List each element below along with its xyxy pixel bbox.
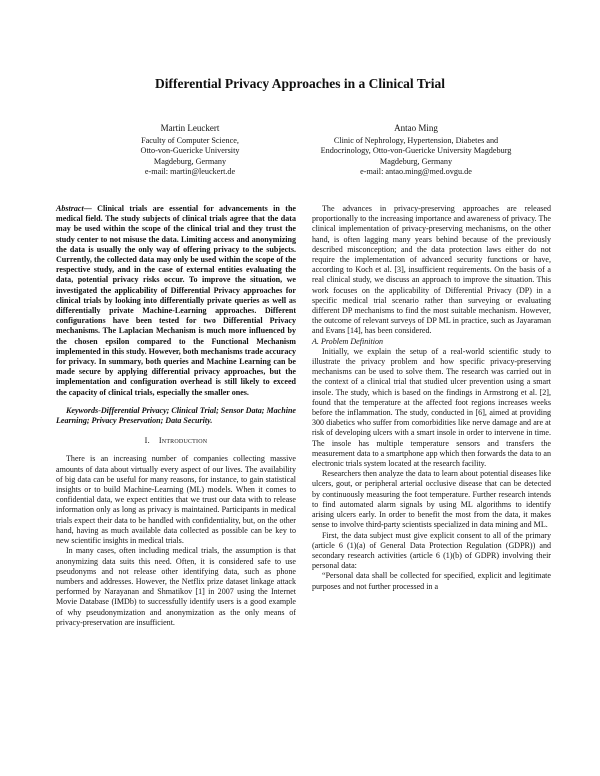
right-column: [312, 204, 551, 592]
paper-title: Differential Privacy Approaches in a Clinical Trial: [155, 76, 445, 91]
paragraph: The advances in privacy-preserving approaches are released proportionally to the increasing importance and awareness of privacy. The clinical implementation of privacy-preserving mechanisms, on the other hand, is often lagging many years behind because of the previously described misconception; and the data protection laws either do not require the implementation of advanced security functions or have, according to Koch et al. [3], insufficient requirements. On the basis of a real clinical study, we discuss an approach to improve the situation. This work focuses on the applicability of Differential Privacy (DP) in a specific medical trial scenario rather than surveying or evaluating different DP mechanisms to find the most suitable mechanism. However, the outcome of relevant surveys of DP ML in practice, such as Jayaraman and Evans [14], has been considered.: [312, 204, 551, 336]
author-affiliation: Endocrinology, Otto-von-Guericke University Magdeburg: [320, 146, 512, 156]
abstract-lead: Abstract—: [56, 204, 92, 213]
paragraph: Initially, we explain the setup of a real-world scientific study to illustrate the privacy problem and how specific privacy-preserving mechanisms can be used to solve them. The research was carried out in the context of a clinical trial that studied ulcer prevention using a smart insole. The study, which is based on the findings in Armstrong et al. [2], found that the temperature at the affected foot regions increases weeks before the inflammation. The study, conducted in [6], aimed at providing 300 diabetics who suffer from comorbidities like nerve damage and are at risk of developing ulcers with a smart insole in order to intervene in time. The insole has multiple temperature sensors and transfers the measurement data to a smartphone app which then forwards the data to an electronic trials system located at the research facility.: [312, 346, 551, 469]
abstract-text: Clinical trials are essential for advancements in the medical field. The study subjects of clinical trials agree that the data may be used within the scope of the clinical trial and they trust the study center to not misuse the data. Limiting access and anonymizing the data is usually the only way of offering privacy to the subjects. Currently, the collected data may only be used within the scope of the respective study, and in the case of external entities evaluating the data, potential privacy risks occur. To improve the situation, we investigated the applicability of Differential Privacy approaches for clinical trials by looking into differentially private queries as well as differentially private Machine-Learning approaches. Different configurations have been tested for two Differential Privacy mechanisms. The Laplacian Mechanism is much more influenced by the chosen epsilon compared to the Functional Mechanism implemented in this study. However, both mechanisms trade accuracy for privacy. In summary, both queries and Machine Learning can be made secure by applying differential privacy approaches, but the implementation and configuration overhead is still likely to exceed the capacity of clinical trials, especially the smaller ones.: [56, 204, 296, 397]
left-column: [56, 204, 296, 628]
keywords: Keywords-Differential Privacy; Clinical Trial; Sensor Data; Machine Learning; Privacy Preservation; Data Security.: [56, 405, 296, 426]
author-affiliation: Magdeburg, Germany: [153, 156, 227, 166]
author-affiliation: Clinic of Nephrology, Hypertension, Diabetes and: [333, 135, 499, 145]
paragraph: First, the data subject must give explicit consent to all of the primary (article 6 (1)(a) of General Data Protection Regulation (GDPR)) and secondary research activities (article 6 (1)(b) of GDPR) involving their personal data:: [312, 530, 551, 571]
author-name: Antao Ming: [394, 123, 438, 133]
paragraph: Researchers then analyze the data to learn about potential diseases like ulcers, gout, or peripheral arterial occlusive disease that can be detected by continuously measuring the foot temperature. Further research intends to find automated alarm signals by using ML algorithms to identify arising ulcers early. In order to benefit the most from the data, it makes sense to involve third-party scientists specialized in data mining and ML.: [312, 469, 551, 530]
section-title: Introduction: [158, 436, 208, 446]
author-email: e-mail: martin@leuckert.de: [144, 167, 236, 177]
author-affiliation: Magdeburg, Germany: [379, 156, 453, 166]
author-email: e-mail: antao.ming@med.ovgu.de: [360, 167, 472, 177]
paragraph: In many cases, often including medical trials, the assumption is that anonymizing data suits this need. Often, it is considered safe to use pseudonyms and not release other identifying data, such as phone numbers and addresses. However, the Netflix prize dataset linkage attack performed by Narayanan and Shmatikov [1] in 2007 using the Internet Movie Database (IMDb) to successfully identify users is a good example of why pseudonymization and anonymization as the only means of privacy-preservation are insufficient.: [56, 546, 296, 627]
subsection-heading: A. Problem Definition: [312, 336, 383, 346]
paragraph: “Personal data shall be collected for specified, explicit and legitimate purposes and not further processed in a: [312, 571, 551, 591]
section-heading: [56, 436, 296, 446]
section-number: I.: [144, 436, 150, 446]
author-block-1: [80, 123, 300, 178]
paragraph: There is an increasing number of companies collecting massive amounts of data about virtually every aspect of our lives. The availability of big data can be useful for many reasons, for instance, to gain statistical insights or to build Machine-Learning (ML) models. When it comes to confidential data, we expect entities that we trust our data with to release information only as long as privacy is maintained. Participants in medical trials expect their data to be handled with confidentiality, but, on the other hand, having as much available data collected as possible can be key to new scientific insights in medical trials.: [56, 454, 296, 546]
author-name: Martin Leuckert: [160, 123, 220, 133]
author-block-2: [300, 123, 532, 178]
author-affiliation: Otto-von-Guericke University: [140, 146, 240, 156]
abstract: [56, 204, 296, 398]
author-affiliation: Faculty of Computer Science,: [141, 135, 239, 145]
